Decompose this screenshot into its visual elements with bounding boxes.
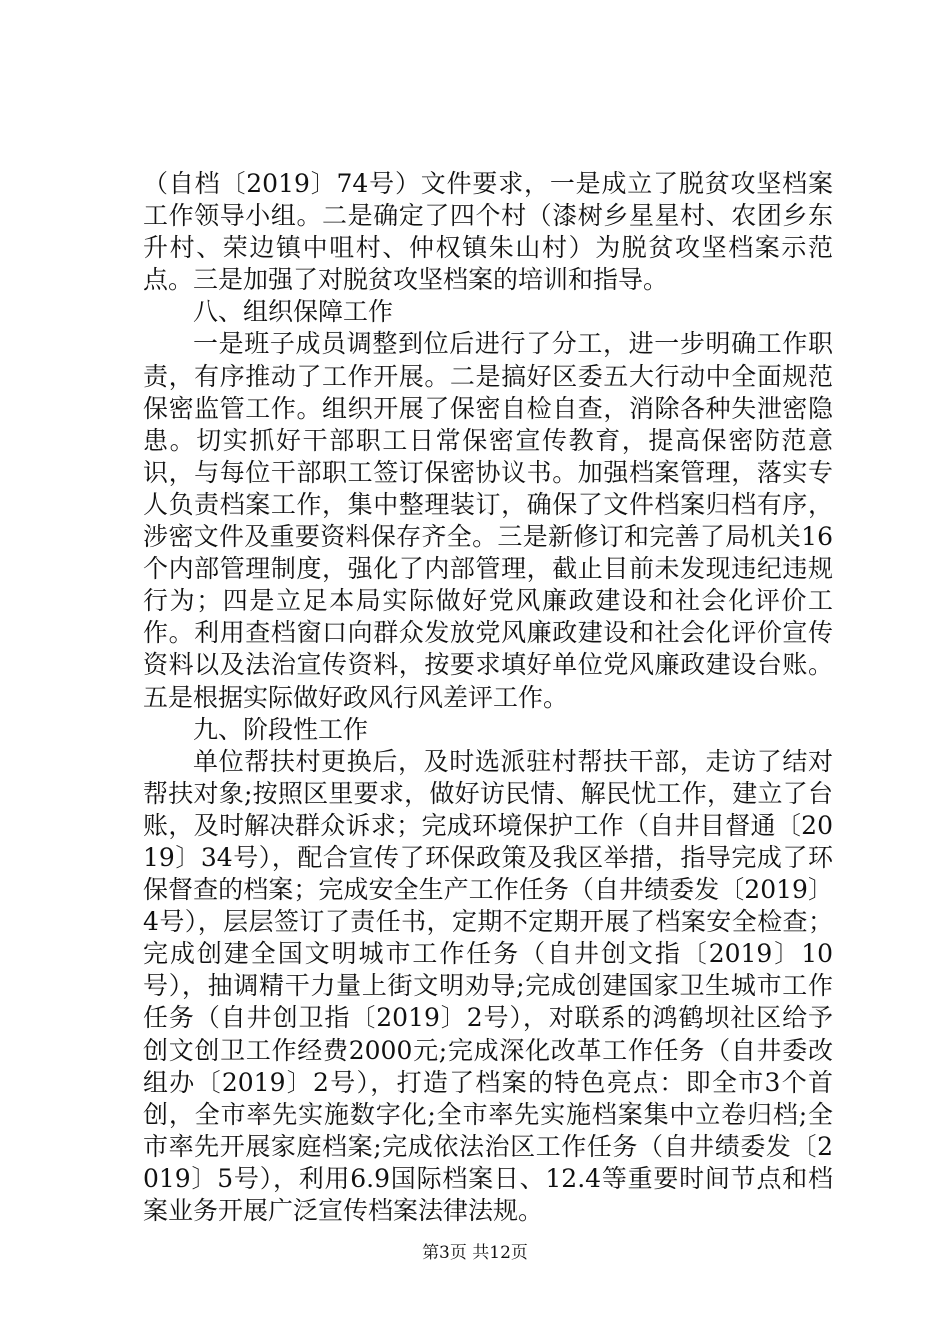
section-heading-phase-work: 九、阶段性工作 [193,714,369,744]
page-footer: 第3页 共12页 [422,1243,528,1263]
paragraph-phase-work: 单位帮扶村更换后，及时选派驻村帮扶干部，走访了结对帮扶对象;按照区里要求，做好访民情、解民忧工作，建立了台账，及时解决群众诉求；完成环境保护工作（自井目督通〔2019〕34号），配合宣传了环保政策及我区举措，指导完成了环保督查的档案；完成安全生产工作任务（自井绩委发〔2019〕4号），层层签订了责任书，定期不定期开展了档案安全检查；完成创建全国文明城市工作任务（自井创文指〔2019〕10号），抽调精干力量上街文明劝导;完成创建国家卫生城市工作任务（自井创卫指〔2019〕2号），对联系的鸿鹤坝社区给予创文创卫工作经费2000元;完成深化改革工作任务（自井委改组办〔2019〕2号），打造了档案的特色亮点：即全市3个首创，全市率先实施数字化;全市率先实施档案集中立卷归档;全市率先开展家庭档案;完成依法治区工作任务（自井绩委发〔2019〕5号），利用6.9国际档案日、12.4等重要时间节点和档案业务开展广泛宣传档案法律法规。 [143,746,833,1225]
section-heading-organization: 八、组织保障工作 [193,297,394,327]
paragraph-organization-work: 一是班子成员调整到位后进行了分工，进一步明确工作职责，有序推动了工作开展。二是搞好区委五大行动中全面规范保密监管工作。组织开展了保密自检自查，消除各种失泄密隐患。切实抓好干部职工日常保密宣传教育，提高保密防范意识，与每位干部职工签订保密协议书。加强档案管理，落实专人负责档案工作，集中整理装订，确保了文件档案归档有序，涉密文件及重要资料保存齐全。三是新修订和完善了局机关16个内部管理制度，强化了内部管理，截止目前未发现违纪违规行为；四是立足本局实际做好党风廉政建设和社会化评价工作。利用查档窗口向群众发放党风廉政建设和社会化评价宣传资料以及法治宣传资料，按要求填好单位党风廉政建设台账。五是根据实际做好政风行风差评工作。 [143,329,833,712]
document-body [143,168,833,1227]
paragraph-archive-requirements: （自档〔2019〕74号）文件要求，一是成立了脱贫攻坚档案工作领导小组。二是确定了四个村（漆树乡星星村、农团乡东升村、荣边镇中咀村、仲权镇朱山村）为脱贫攻坚档案示范点。三是加强了对脱贫攻坚档案的培训和指导。 [143,169,833,295]
